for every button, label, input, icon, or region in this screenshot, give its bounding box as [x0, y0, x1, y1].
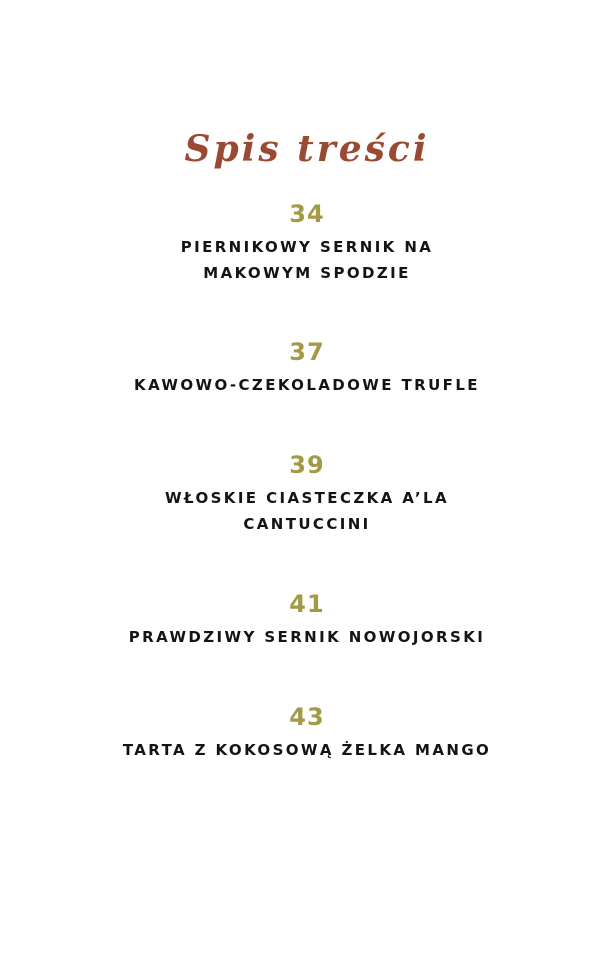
- toc-entry-title: WŁOSKIE CIASTECZKA A’LA CANTUCCINI: [165, 489, 449, 533]
- toc-entry[interactable]: [0, 703, 614, 763]
- toc-entry[interactable]: [0, 451, 614, 537]
- toc-entry-title: PIERNIKOWY SERNIK NA MAKOWYM SPODZIE: [180, 238, 434, 282]
- toc-entry-title: PRAWDZIWY SERNIK NOWOJORSKI: [128, 628, 486, 646]
- toc-page-number: 34: [289, 200, 325, 228]
- toc-entry-title: KAWOWO-CZEKOLADOWE TRUFLE: [134, 376, 480, 394]
- toc-entry[interactable]: [0, 338, 614, 398]
- toc-entry[interactable]: [0, 200, 614, 286]
- toc-page-number: 43: [289, 703, 325, 731]
- toc-entry-title: TARTA Z KOKOSOWĄ ŻELKA MANGO: [122, 741, 492, 759]
- page-title: Spis treści: [184, 128, 430, 170]
- toc-page-number: 37: [289, 338, 325, 366]
- toc-entry[interactable]: [0, 590, 614, 650]
- toc-page-number: 39: [289, 451, 325, 479]
- toc-page-number: 41: [289, 590, 325, 618]
